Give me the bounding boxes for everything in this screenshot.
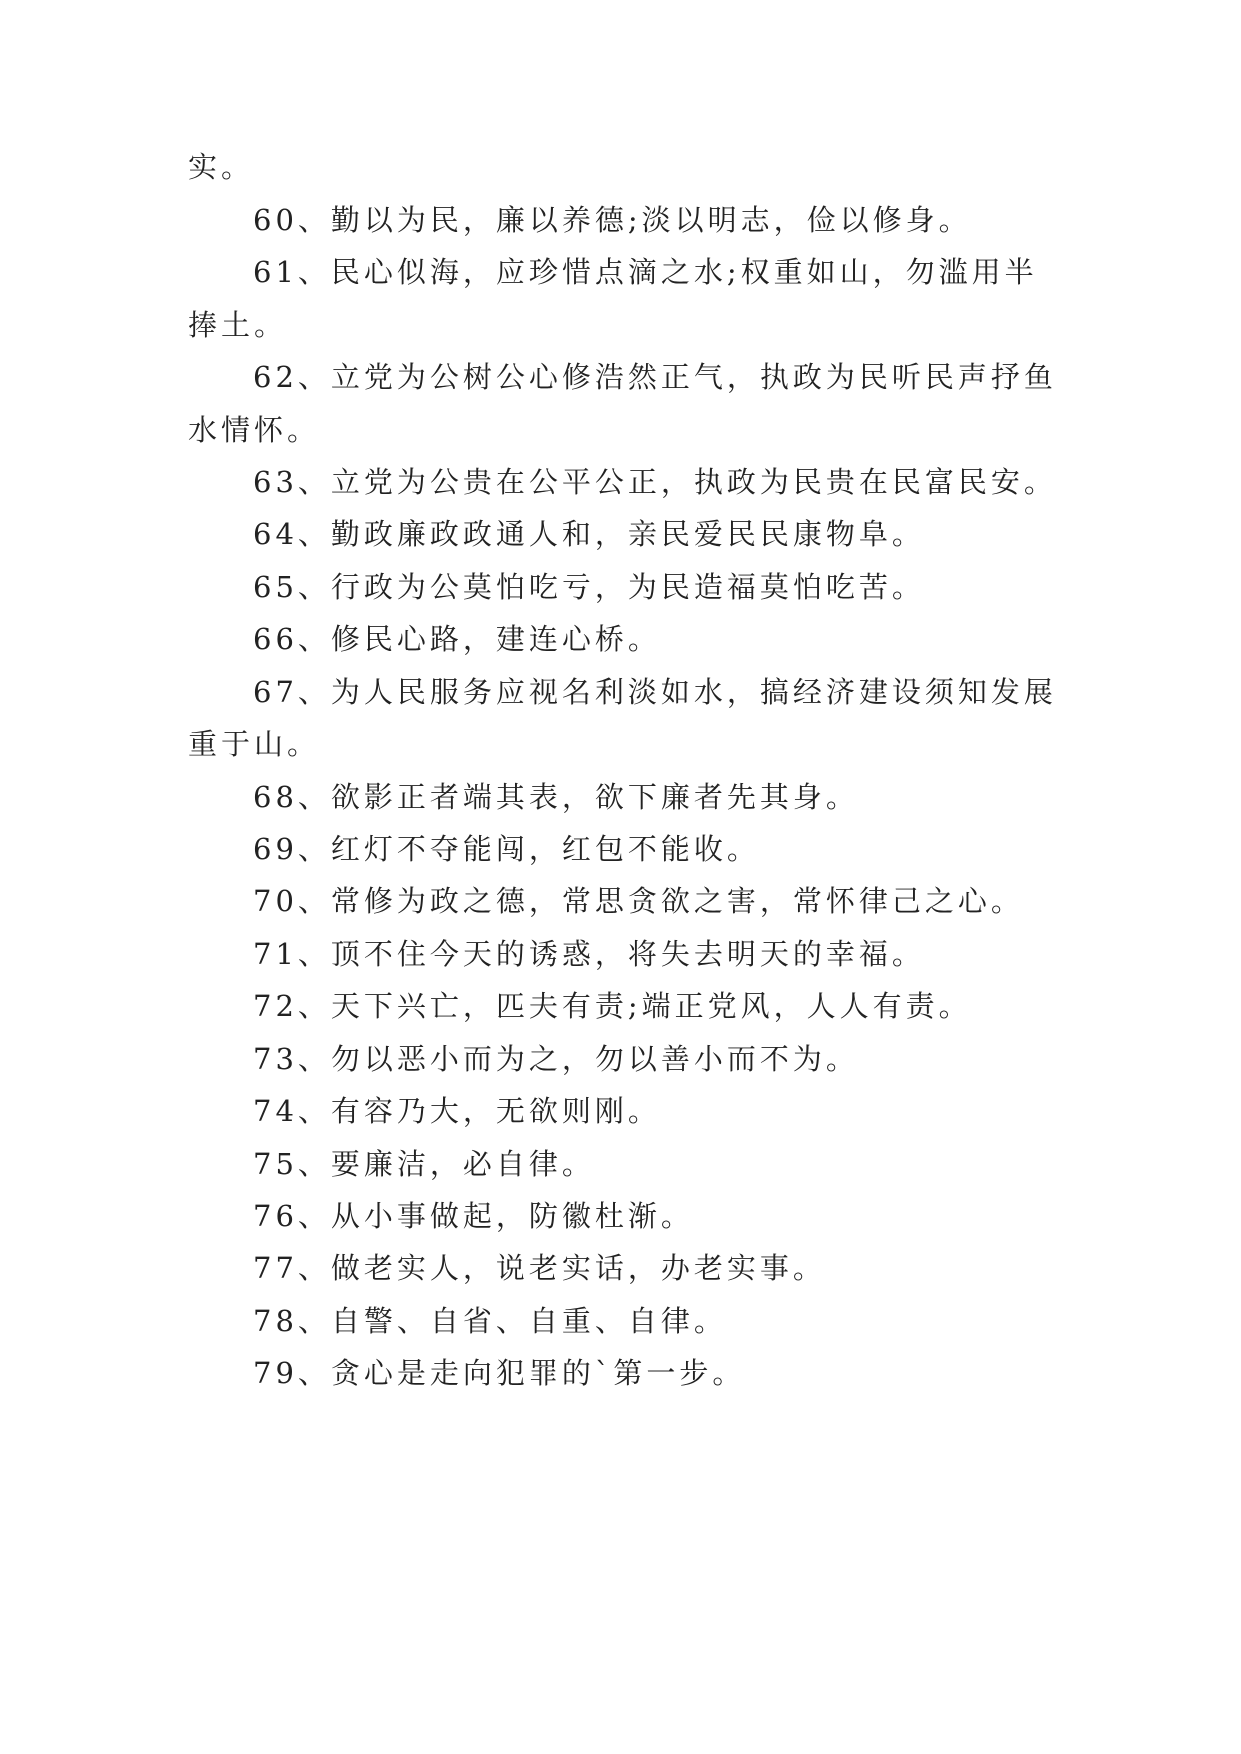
text-line: 65、行政为公莫怕吃亏，为民造福莫怕吃苦。	[253, 570, 925, 604]
text-line: 62、立党为公树公心修浩然正气，执政为民听民声抒鱼	[253, 360, 1057, 394]
text-line: 63、立党为公贵在公平公正，执政为民贵在民富民安。	[253, 465, 1057, 499]
text-line: 77、做老实人，说老实话，办老实事。	[253, 1251, 826, 1285]
text-line: 实。	[188, 150, 255, 184]
text-line: 捧土。	[188, 308, 288, 342]
text-line: 67、为人民服务应视名利淡如水，搞经济建设须知发展	[253, 675, 1057, 709]
text-line: 73、勿以恶小而为之，勿以善小而不为。	[253, 1042, 859, 1076]
text-line: 72、天下兴亡，匹夫有责;端正党风，人人有责。	[253, 989, 972, 1023]
text-line: 76、从小事做起，防徽杜渐。	[253, 1199, 694, 1233]
text-line: 水情怀。	[188, 413, 321, 447]
text-line: 60、勤以为民，廉以养德;淡以明志，俭以修身。	[253, 203, 972, 237]
text-line: 70、常修为政之德，常思贪欲之害，常怀律己之心。	[253, 884, 1024, 918]
text-line: 68、欲影正者端其表，欲下廉者先其身。	[253, 780, 859, 814]
text-line: 78、自警、自省、自重、自律。	[253, 1304, 727, 1338]
text-line: 61、民心似海，应珍惜点滴之水;权重如山，勿滥用半	[253, 255, 1038, 289]
text-line: 75、要廉洁，必自律。	[253, 1147, 595, 1181]
text-line: 79、贪心是走向犯罪的`第一步。	[253, 1356, 746, 1390]
text-line: 69、红灯不夺能闯，红包不能收。	[253, 832, 760, 866]
text-line: 重于山。	[188, 727, 321, 761]
text-line: 74、有容乃大，无欲则刚。	[253, 1094, 661, 1128]
text-line: 64、勤政廉政政通人和，亲民爱民民康物阜。	[253, 517, 925, 551]
text-line: 66、修民心路，建连心桥。	[253, 622, 661, 656]
text-line: 71、顶不住今天的诱惑，将失去明天的幸福。	[253, 937, 925, 971]
